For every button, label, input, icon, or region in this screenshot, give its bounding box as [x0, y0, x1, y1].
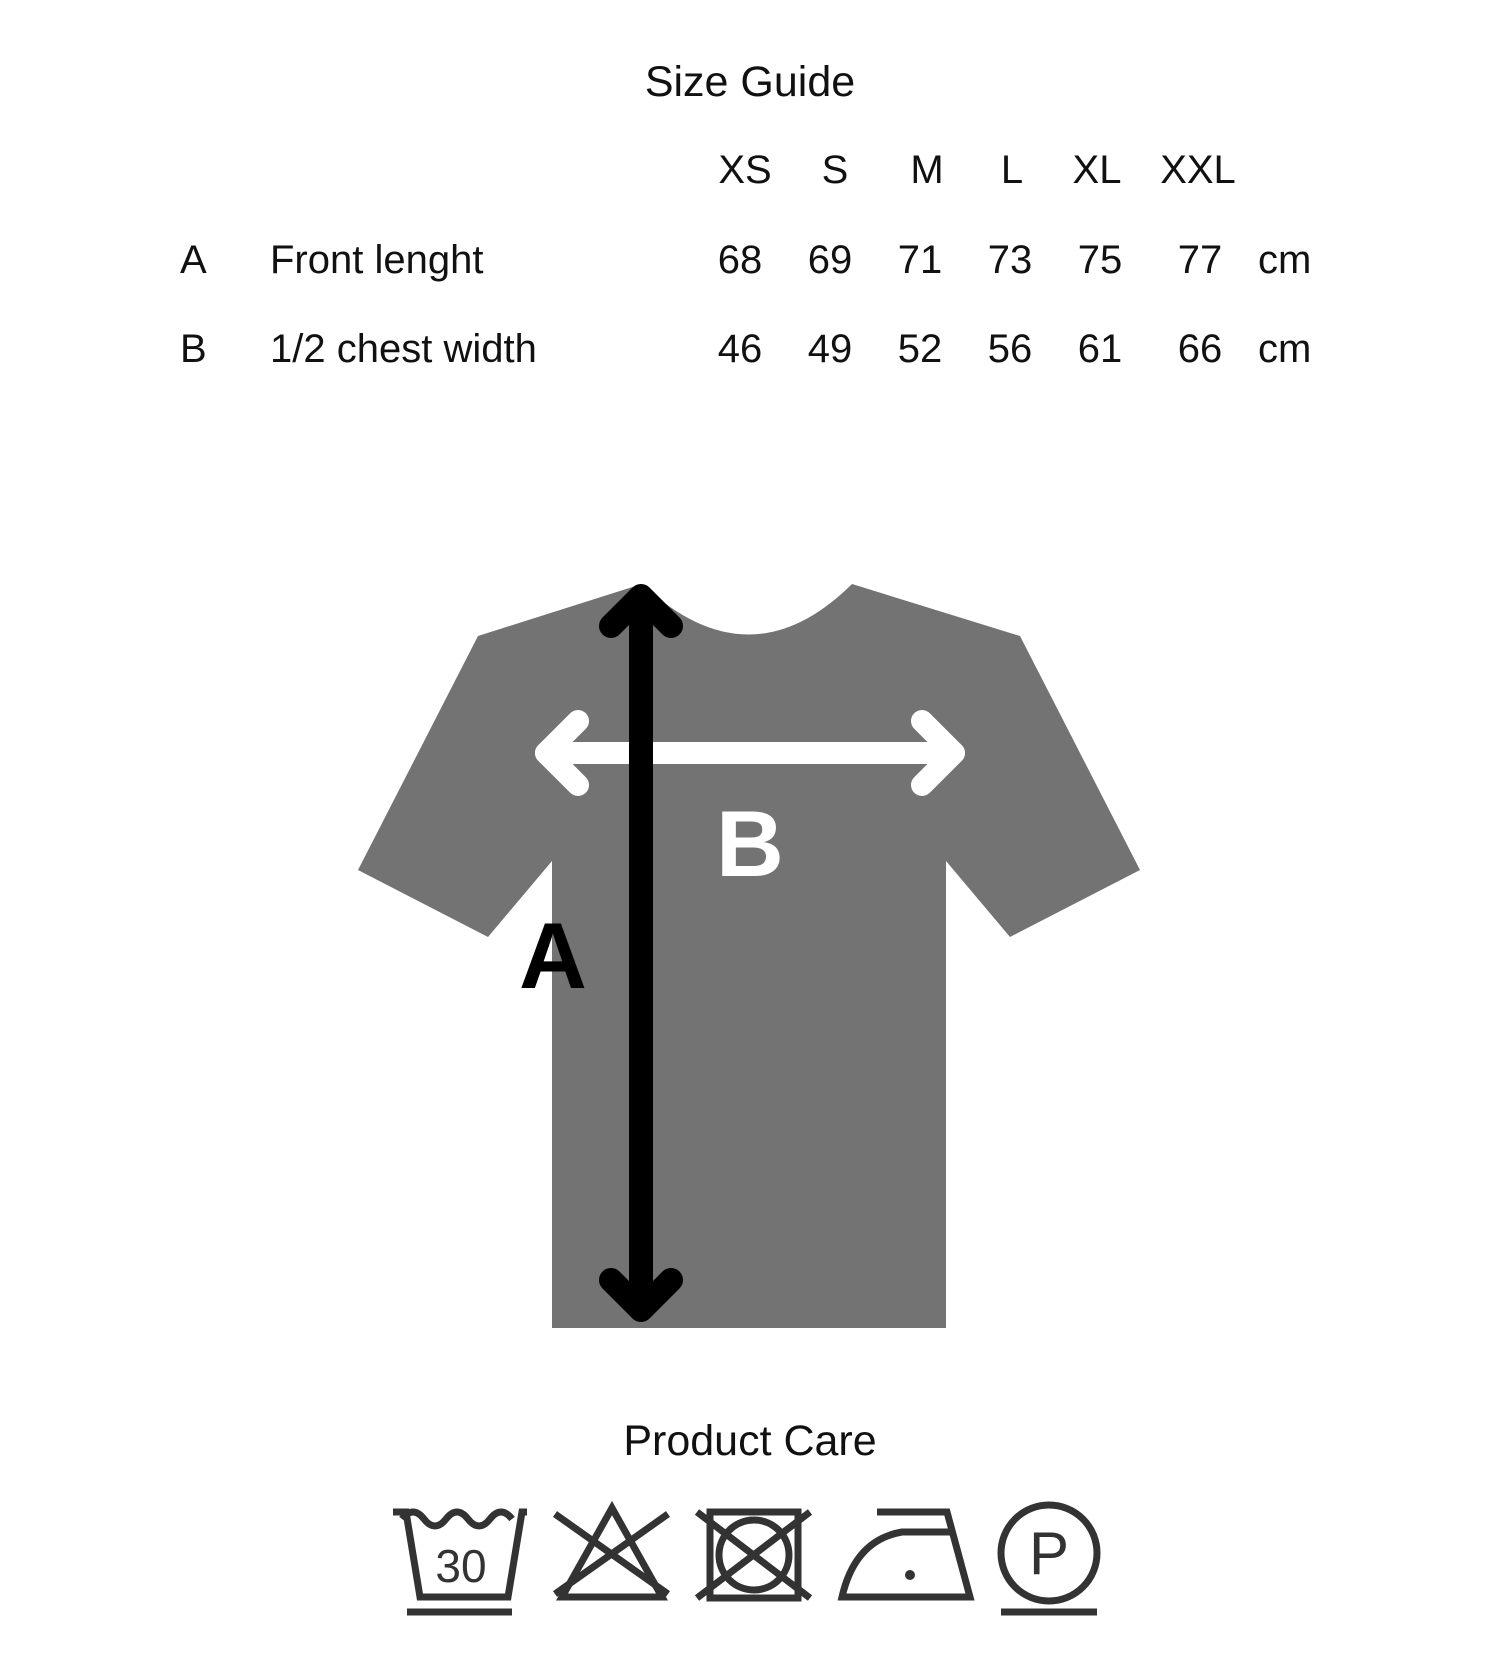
row-value: 75 [1077, 238, 1123, 282]
row-value: 61 [1077, 327, 1123, 371]
row-unit: cm [1258, 327, 1312, 371]
product-care-title: Product Care [623, 1417, 877, 1465]
row-value: 49 [807, 327, 853, 371]
row-value: 71 [897, 238, 943, 282]
care-icons [393, 1505, 1097, 1612]
dry-clean-letter: P [1028, 1520, 1070, 1587]
no-bleach-icon [555, 1508, 668, 1597]
row-letter: B [180, 327, 207, 371]
row-value: 77 [1177, 238, 1223, 282]
wash-30-icon [393, 1512, 527, 1612]
row-value: 52 [897, 327, 943, 371]
row-value: 68 [717, 238, 763, 282]
size-header-m: M [910, 148, 944, 192]
dry-clean-p-icon [1001, 1505, 1097, 1612]
no-tumble-dry-icon [697, 1512, 810, 1598]
size-header-l: L [1000, 148, 1024, 192]
row-value: 73 [987, 238, 1033, 282]
row-letter: A [180, 238, 207, 282]
tshirt-shape [358, 584, 1140, 1328]
size-header-s: S [821, 148, 849, 192]
size-header-xl: XL [1072, 148, 1122, 192]
iron-low-icon [842, 1512, 970, 1597]
wash-temperature-label: 30 [435, 1540, 487, 1592]
size-header-xs: XS [718, 148, 772, 192]
row-value: 69 [807, 238, 853, 282]
row-label: 1/2 chest width [270, 327, 537, 371]
size-guide-title: Size Guide [644, 58, 856, 106]
row-label: Front lenght [270, 238, 484, 282]
row-value: 46 [717, 327, 763, 371]
row-value: 66 [1177, 327, 1223, 371]
row-value: 56 [987, 327, 1033, 371]
row-unit: cm [1258, 238, 1312, 282]
diagram-letter-a: A [519, 903, 587, 1008]
diagram-letter-b: B [716, 791, 784, 896]
size-header-xxl: XXL [1160, 148, 1236, 192]
